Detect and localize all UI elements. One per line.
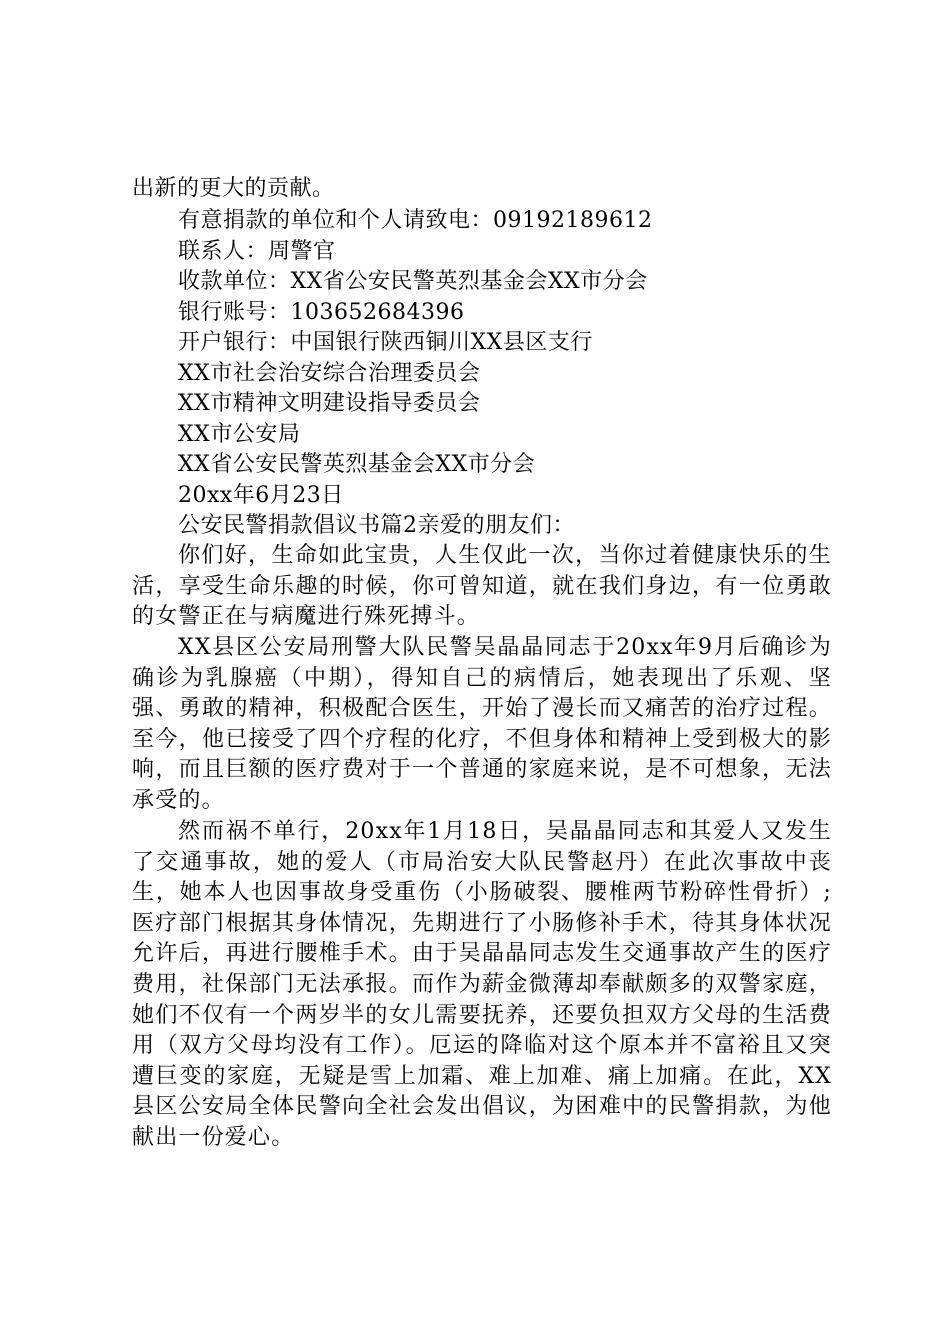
document-date: 20xx年6月23日 [178, 483, 344, 508]
paragraph-accident-appeal: 然而祸不单行，20xx年1月18日，吴晶晶同志和其爱人又发生了交通事故，她的爱人（市局治安大队民警赵丹）在此次事故中丧生，她本人也因事故身受重伤（小肠破裂、腰椎两节粉碎性骨折）;医疗部门根据其身体情况，先期进行了小肠修补手术，待其身体状况允许后，再进行腰椎手术。由于吴晶晶同志发生交通事故产生的医疗费用，社保部门无法承报。而作为薪金微薄却奉献颇多的双警家庭，她们不仅有一个两岁半的女儿需要抚养，还要负担双方父母的生活费用（双方父母均没有工作）。厄运的降临对这个原本并不富裕且又突遭巨变的家庭，无疑是雪上加霜、难上加难、痛上加痛。在此，XX县区公安局全体民警向全社会发出倡议，为困难中的民警捐款，为他献出一份爱心。 [132, 819, 832, 1150]
signatory-public-security-bureau: XX市公安局 [178, 422, 301, 447]
paragraph-greeting: 你们好，生命如此宝贵，人生仅此一次，当你过着健康快乐的生活，享受生命乐趣的时候，你可曾知道，就在我们身边，有一位勇敢的女警正在与病魔进行殊死搏斗。 [132, 543, 832, 630]
signatory-committee-civilization: XX市精神文明建设指导委员会 [178, 391, 481, 416]
text-line-contact-person: 联系人：周警官 [178, 239, 336, 264]
text-line-opening-bank: 开户银行：中国银行陕西铜川XX县区支行 [178, 330, 593, 355]
paragraph-illness-description: XX县区公安局刑警大队民警吴晶晶同志于20xx年9月后确诊为确诊为乳腺癌（中期），得知自己的病情后，她表现出了乐观、坚强、勇敢的精神，积极配合医生，开始了漫长而又痛苦的治疗过程。至今，他已接受了四个疗程的化疗，不但身体和精神上受到极大的影响，而且巨额的医疗费对于一个普通的家庭来说，是不可想象，无法承受的。 [132, 635, 832, 813]
text-line-donation-phone: 有意捐款的单位和个人请致电：09192189612 [178, 208, 653, 233]
text-line-payee-unit: 收款单位：XX省公安民警英烈基金会XX市分会 [178, 269, 648, 294]
text-line-continuation: 出新的更大的贡献。 [132, 176, 335, 201]
section-heading-article-2: 公安民警捐款倡议书篇2亲爱的朋友们： [178, 513, 575, 538]
text-line-bank-account: 银行账号：103652684396 [178, 300, 465, 325]
signatory-committee-security: XX市社会治安综合治理委员会 [178, 361, 481, 386]
signatory-foundation-branch: XX省公安民警英烈基金会XX市分会 [178, 452, 536, 477]
